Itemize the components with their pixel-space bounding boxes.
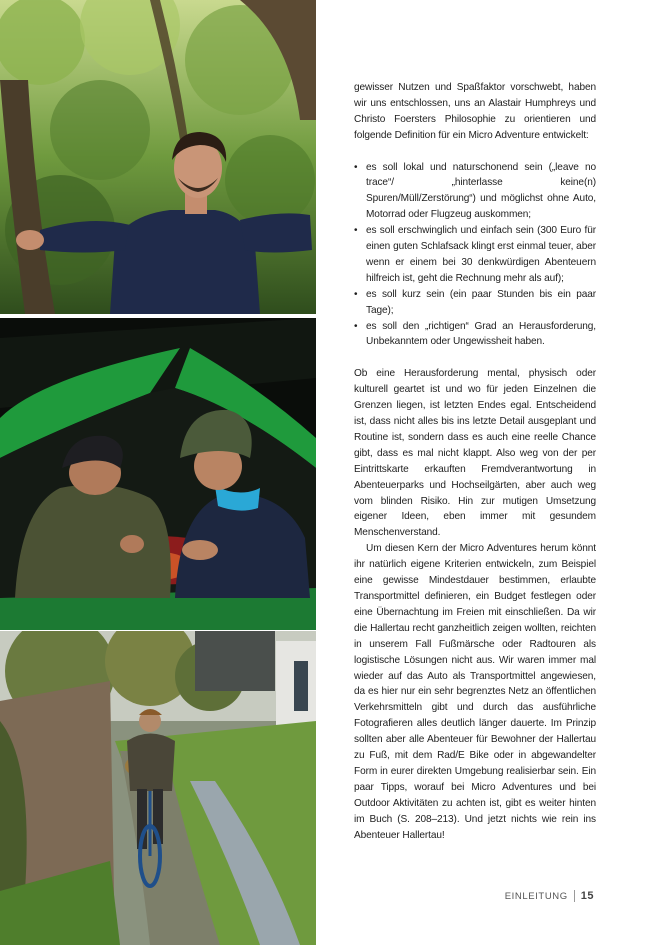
- definition-list: [354, 160, 596, 351]
- definition-item: • es soll erschwinglich und einfach sein (300 Euro für einen guten Schlafsack klingt erst einmal teuer, aber wenn er einem bei 30 denkwürdigen Abenteuern hilfreich ist, geht die Rechnung mehr als auf);: [354, 225, 596, 284]
- article-text-column: [354, 80, 596, 843]
- lead-paragraph: gewisser Nutzen und Spaßfaktor vorschwebt, haben wir uns entschlossen, uns an Alastair Humphreys und Christo Foersters Philosophie zu orientieren und folgende Definition für ein Micro Adventure entwickelt:: [354, 82, 596, 141]
- body-paragraph-1: Ob eine Herausforderung mental, physisch oder kulturell geartet ist und wo für jeden Einzelnen die Grenzen liegen, ist letzten Endes egal. Entscheidend ist, dass nicht alles bis ins letzte Detail ausgeplant und Routine ist, sondern dass es auch eine reelle Chance gibt, dass es mal nicht klappt. Also weg von der per Eintrittskarte erkauften Fremdverantwortung in Abenteuerparks und Hochseilgärten, aber auch weg vom blinden Risiko. Hin zur mutigen Umsetzung eigener Ideen, eben immer mit gesundem Menschenverstand.: [354, 368, 596, 539]
- definition-item: • es soll lokal und naturschonend sein („leave no trace“/ „hinterlasse keine(n) Spuren/Müll/Zerstörung“) und möglichst ohne Auto, Motorrad oder Flugzeug auskommen;: [354, 161, 596, 221]
- footer-divider: [574, 890, 575, 902]
- bullet-icon: •: [354, 320, 358, 332]
- page-number: 15: [580, 890, 594, 902]
- definition-item: • es soll den „richtigen“ Grad an Herausforderung, Unbekanntem oder Ungewissheit haben.: [354, 320, 596, 348]
- bullet-icon: •: [354, 161, 358, 173]
- section-label: EINLEITUNG: [504, 890, 568, 902]
- photo-forest-man: [0, 0, 316, 314]
- bullet-icon: •: [354, 288, 358, 300]
- photo-cyclist: [0, 631, 316, 945]
- forest-man-illustration: [0, 0, 316, 314]
- tent-men-illustration: [0, 318, 316, 630]
- definition-item: • es soll kurz sein (ein paar Stunden bis ein paar Tage);: [354, 288, 596, 316]
- photo-tent-men: [0, 318, 316, 630]
- page-footer: [505, 890, 594, 902]
- body-paragraph-2: Um diesen Kern der Micro Adventures herum könnt ihr natürlich eigene Kriterien entwickeln, zum Beispiel eine gewisse Mindestdauer bestimmen, erlaubte Transportmittel definieren, ein Budget festlegen oder eine Übernachtung im Freien mit einschließen. Da wir die Hallertau recht ganzheitlich zeigen wollten, reichten in unserem Fall Fußmärsche oder Radtouren als logistische Lösungen nicht aus. Wir waren immer mal wieder auf das Auto als Transportmittel angewiesen, da es hier nur ein sehr begrenztes Netz an öffentlichen Verkehrsmitteln gibt und durch das ausführliche Fotografieren alles deutlich länger dauerte. Im Prinzip sollten aber alle Abenteuer für Bewohner der Hallertau zu Fuß, mit dem Rad/E Bike oder in abgewandelter Form in eurer direkten Umgebung realisierbar sein. Ein paar Tipps, worauf bei Micro Adventures und bei Outdoor Aktivitäten zu achten ist, gibt es weiter hinten im Buch (S. 208–213). Und jetzt nichts wie rein ins Abenteuer Hallertau!: [354, 543, 596, 841]
- bullet-icon: •: [354, 225, 358, 237]
- cyclist-illustration: [0, 631, 316, 945]
